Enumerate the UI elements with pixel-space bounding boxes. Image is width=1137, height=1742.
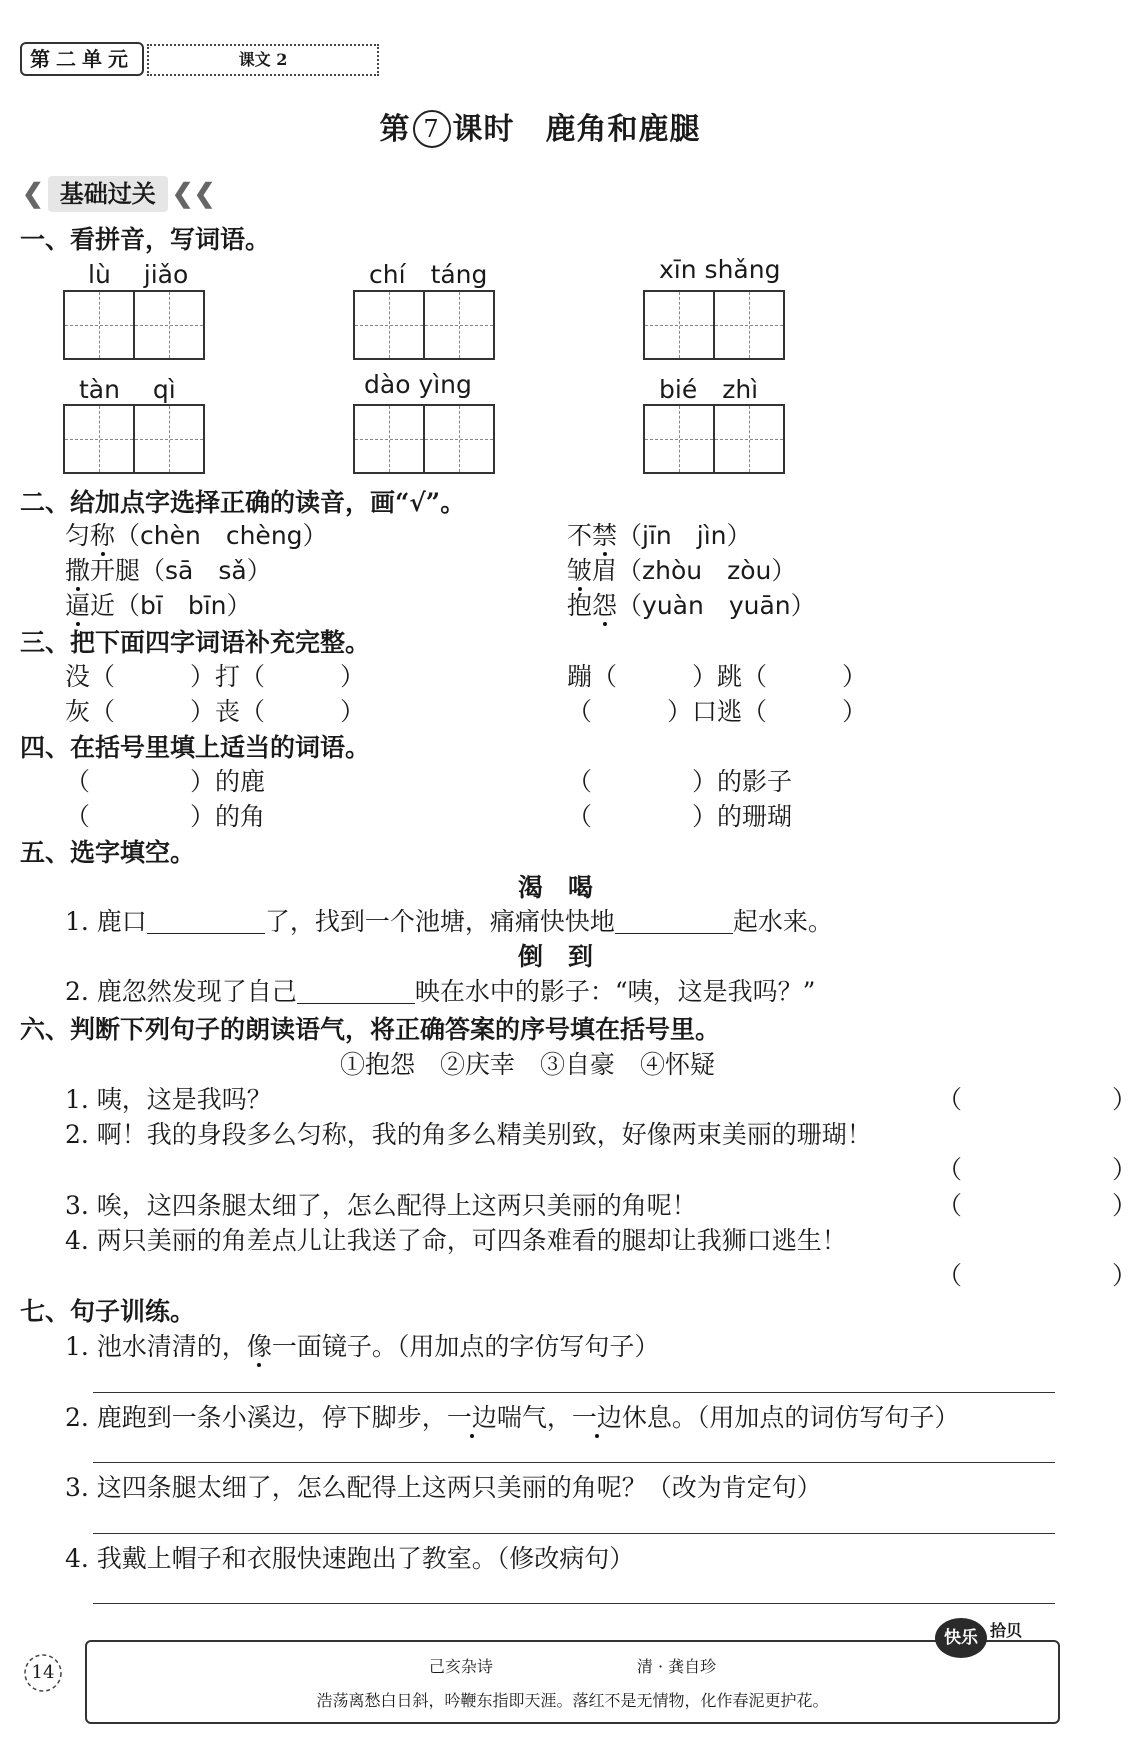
question: 3. 这四条腿太细了，怎么配得上这两只美丽的角呢？（改为肯定句） <box>65 1473 822 1502</box>
question: 1. 池水清清的，像一面镜子。（用加点的字仿写句子） <box>65 1332 660 1361</box>
question: 2. 鹿跑到一条小溪边，停下脚步，一边喘气，一边休息。（用加点的词仿写句子） <box>65 1403 960 1432</box>
idiom-item[interactable]: 灰（ ）丧（ ） <box>65 697 366 726</box>
answer-blank[interactable] <box>615 907 733 934</box>
pinyin: xīn shǎng <box>659 255 781 284</box>
writing-grid[interactable] <box>63 290 205 360</box>
answer-paren[interactable]: （ ） <box>937 1085 1137 1114</box>
pinyin: dào yìng <box>364 370 472 399</box>
unit-label: 第二单元 <box>20 42 144 76</box>
answer-paren[interactable]: （ ） <box>937 1191 1137 1220</box>
lesson-number: 7 <box>413 110 451 148</box>
answer-blank[interactable] <box>147 907 265 934</box>
answer-line[interactable] <box>93 1392 1055 1393</box>
chevron-left-icon: ❮ <box>22 179 44 209</box>
question: 4. 我戴上帽子和衣服快速跑出了教室。（修改病句） <box>65 1544 635 1573</box>
question: 2. 鹿忽然发现了自己 映在水中的影子：“咦，这是我吗？” <box>65 977 816 1006</box>
pinyin: bié zhì <box>659 375 759 404</box>
reading-item: 逼近（bī bīn） <box>65 591 252 620</box>
reading-item: 不禁（jīn jìn） <box>567 521 752 550</box>
brand-logo: 快乐 <box>935 1618 987 1658</box>
answer-blank[interactable] <box>297 977 415 1004</box>
question: 1. 鹿口 了，找到一个池塘，痛痛快快地 起水来。 <box>65 907 833 936</box>
fill-item[interactable]: （ ）的影子 <box>567 767 793 796</box>
page-title: 第 7 课时 鹿角和鹿腿 <box>379 112 701 147</box>
question: 2. 啊！我的身段多么匀称，我的角多么精美别致，好像两束美丽的珊瑚！ <box>65 1120 872 1149</box>
idiom-item[interactable]: 蹦（ ）跳（ ） <box>567 662 868 691</box>
question: 4. 两只美丽的角差点儿让我送了命，可四条难看的腿却让我狮口逃生！ <box>65 1226 847 1255</box>
poem-box <box>85 1640 1060 1724</box>
question: 1. 咦，这是我吗？ <box>65 1085 272 1114</box>
writing-grid[interactable] <box>353 404 495 474</box>
section-1-heading: 一、看拼音，写词语。 <box>20 225 271 254</box>
lesson-label: 课文 2 <box>147 44 379 76</box>
reading-item: 匀称（chèn chèng） <box>65 521 328 550</box>
double-chevron-left-icon: ❮❮ <box>171 179 216 209</box>
idiom-item[interactable]: （ ）口逃（ ） <box>567 697 868 726</box>
answer-options: ①抱怨 ②庆幸 ③自豪 ④怀疑 <box>340 1050 716 1079</box>
reading-item: 皱眉（zhòu zòu） <box>567 556 797 585</box>
answer-paren[interactable]: （ ） <box>937 1261 1137 1290</box>
reading-item: 撒开腿（sā sǎ） <box>65 556 272 585</box>
section-4-heading: 四、在括号里填上适当的词语。 <box>20 733 371 762</box>
poem-header: 己亥杂诗 清 · 龚自珍 <box>428 1657 717 1676</box>
writing-grid[interactable] <box>643 290 785 360</box>
word-choice: 倒 到 <box>518 942 594 971</box>
fill-item[interactable]: （ ）的角 <box>65 802 266 831</box>
section-7-heading: 七、句子训练。 <box>20 1297 196 1326</box>
page-number: 14 <box>20 1650 66 1696</box>
section-banner: ❮ 基础过关 ❮❮ <box>22 176 215 212</box>
writing-grid[interactable] <box>63 404 205 474</box>
answer-line[interactable] <box>93 1462 1055 1463</box>
answer-paren[interactable]: （ ） <box>937 1155 1137 1184</box>
section-2-heading: 二、给加点字选择正确的读音，画“√”。 <box>20 488 466 517</box>
answer-line[interactable] <box>93 1533 1055 1534</box>
section-5-heading: 五、选字填空。 <box>20 838 196 867</box>
brand-logo-text: 拾贝 <box>990 1621 1023 1640</box>
question: 3. 唉，这四条腿太细了，怎么配得上这两只美丽的角呢！ <box>65 1191 697 1220</box>
answer-line[interactable] <box>93 1603 1055 1604</box>
idiom-item[interactable]: 没（ ）打（ ） <box>65 662 366 691</box>
fill-item[interactable]: （ ）的珊瑚 <box>567 802 793 831</box>
fill-item[interactable]: （ ）的鹿 <box>65 767 266 796</box>
writing-grid[interactable] <box>353 290 495 360</box>
reading-item: 抱怨（yuàn yuān） <box>567 591 816 620</box>
pinyin: lù jiǎo <box>88 260 189 289</box>
poem-text: 浩荡离愁白日斜，吟鞭东指即天涯。落红不是无情物，化作春泥更护花。 <box>316 1691 829 1710</box>
pinyin: tàn qì <box>79 375 176 404</box>
section-3-heading: 三、把下面四字词语补充完整。 <box>20 628 371 657</box>
writing-grid[interactable] <box>643 404 785 474</box>
word-choice: 渴 喝 <box>518 873 594 902</box>
pinyin: chí táng <box>369 260 488 289</box>
section-6-heading: 六、判断下列句子的朗读语气，将正确答案的序号填在括号里。 <box>20 1015 721 1044</box>
